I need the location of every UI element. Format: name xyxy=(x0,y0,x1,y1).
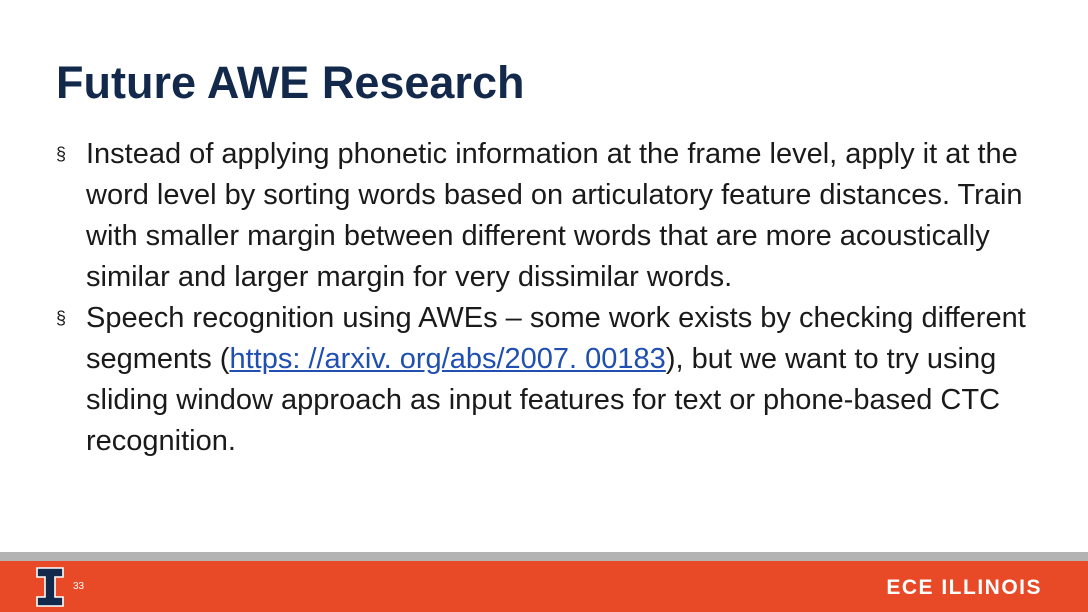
arxiv-link[interactable]: https: //arxiv. org/abs/2007. 00183 xyxy=(229,343,666,375)
bullet-item-phonetic-margin xyxy=(56,134,1056,298)
page-number: 33 xyxy=(73,581,85,592)
bullet-text: Instead of applying phonetic information at the frame level, apply it at the word level by sorting words based on articulatory feature distances. Train with smaller margin between different words that are more acoustically similar and larger margin for very dissimilar words. xyxy=(86,138,1023,293)
bullet-item-speech-recognition xyxy=(56,298,1056,462)
bullet-text-before-link: Speech recognition using AWEs – some work exists by checking different segments ( xyxy=(86,302,1026,375)
block-i-logo-icon xyxy=(36,567,64,607)
bullet-text-after-link: ), but we want to try using sliding window approach as input features for text or phone-based CTC recognition. xyxy=(86,343,1001,457)
bullet-marker: § xyxy=(56,144,67,164)
bullet-list xyxy=(56,134,1056,462)
slide-title: Future AWE Research xyxy=(56,57,525,108)
ece-illinois-wordmark: ECE ILLINOIS xyxy=(886,576,1042,599)
footer-divider xyxy=(0,552,1088,561)
bullet-marker: § xyxy=(56,308,67,328)
